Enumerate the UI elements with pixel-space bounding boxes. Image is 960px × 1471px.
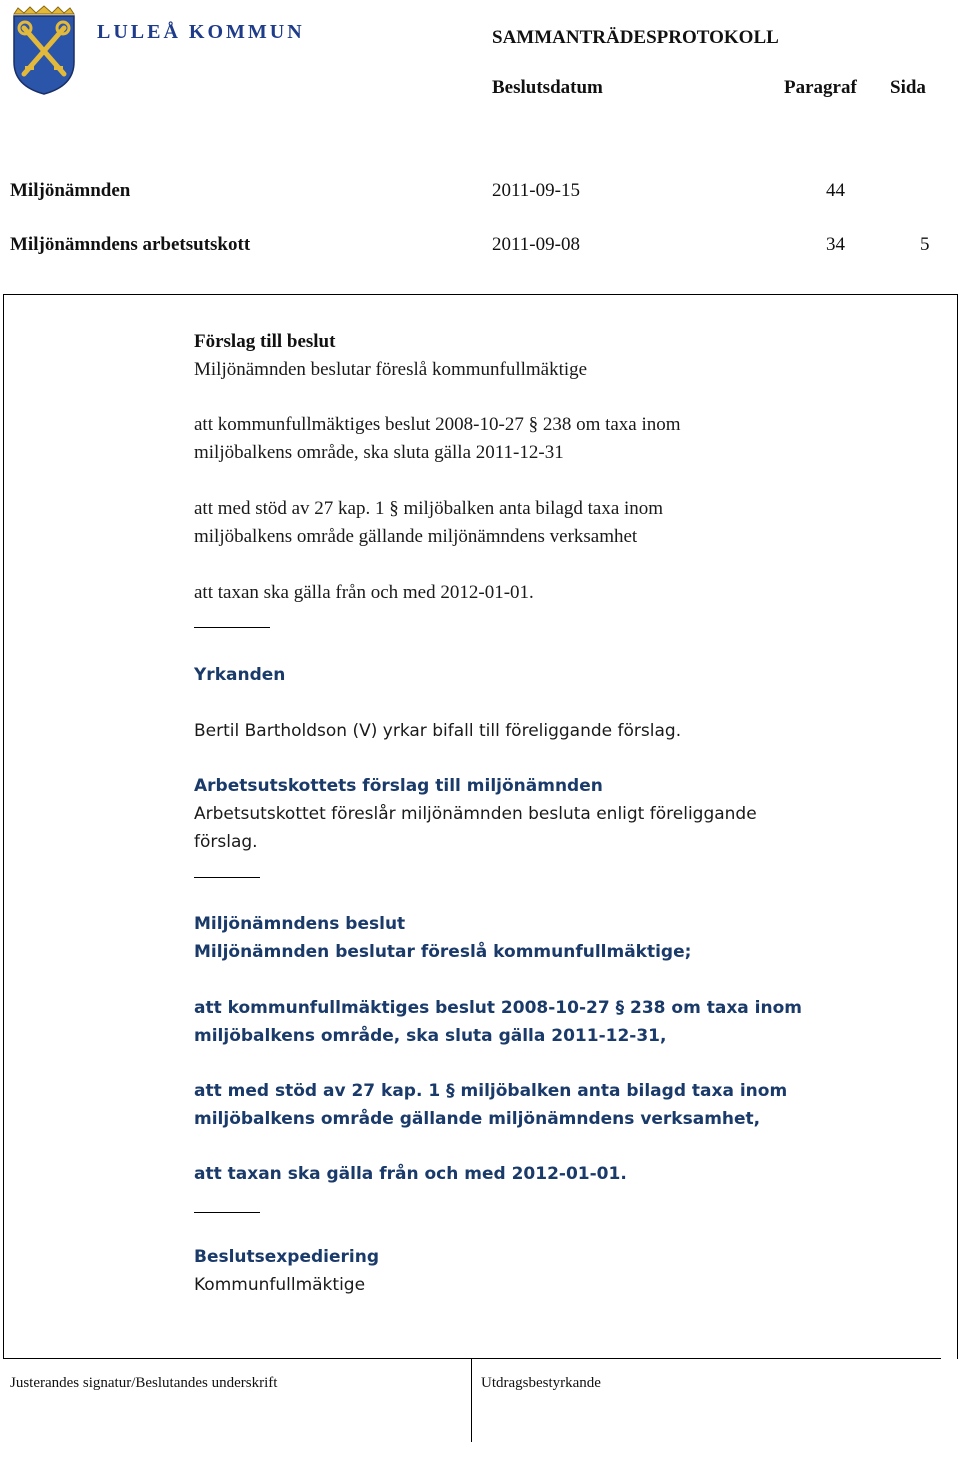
meeting-paragraph: 44 bbox=[826, 180, 845, 201]
meeting-page: 5 bbox=[920, 234, 930, 255]
proposal-att-2 bbox=[194, 495, 663, 551]
signature-label: Justerandes signatur/Beslutandes underskrift bbox=[10, 1375, 278, 1391]
extract-certification-label: Utdragsbestyrkande bbox=[481, 1375, 601, 1391]
proposal-section bbox=[194, 328, 587, 384]
paragraph-text: Miljönämnden beslutar föreslå kommunfullmäktige bbox=[194, 359, 588, 380]
municipality-coat-of-arms bbox=[10, 4, 78, 96]
footer-column-divider bbox=[471, 1358, 472, 1442]
meeting-paragraph: 34 bbox=[826, 234, 845, 255]
section-heading: Arbetsutskottets förslag till miljönämnden bbox=[194, 776, 603, 796]
proposal-att-1 bbox=[194, 411, 681, 467]
meeting-body: Miljönämnden bbox=[10, 180, 131, 201]
paragraph-text: Arbetsutskottet föreslår miljönämnden besluta enligt föreliggande bbox=[194, 804, 757, 824]
paragraph-text: att taxan ska gälla från och med 2012-01-01. bbox=[194, 582, 534, 603]
committee-section bbox=[194, 772, 757, 856]
claims-text bbox=[194, 717, 681, 745]
section-heading: Förslag till beslut bbox=[194, 331, 336, 352]
paragraph-text: att taxan ska gälla från och med 2012-01-01. bbox=[194, 1164, 627, 1184]
section-divider bbox=[194, 627, 270, 628]
paragraph-text: miljöbalkens område gällande miljönämndens verksamhet bbox=[194, 526, 638, 547]
meeting-body: Miljönämndens arbetsutskott bbox=[10, 234, 251, 255]
paragraph-text: att med stöd av 27 kap. 1 § miljöbalken anta bilagd taxa inom bbox=[194, 1081, 788, 1101]
section-heading: Miljönämndens beslut bbox=[194, 914, 406, 934]
document-type: SAMMANTRÄDESPROTOKOLL bbox=[492, 27, 779, 48]
decision-att-3 bbox=[194, 1160, 627, 1188]
column-header-date: Beslutsdatum bbox=[492, 77, 603, 98]
paragraph-text: att kommunfullmäktiges beslut 2008-10-27 § 238 om taxa inom bbox=[194, 414, 681, 435]
paragraph-text: miljöbalkens område gällande miljönämndens verksamhet, bbox=[194, 1109, 761, 1129]
paragraph-text: miljöbalkens område, ska sluta gälla 2011-12-31, bbox=[194, 1026, 667, 1046]
decision-section bbox=[194, 910, 691, 966]
dispatch-section bbox=[194, 1243, 379, 1299]
column-header-paragraph: Paragraf bbox=[784, 77, 857, 98]
decision-att-2 bbox=[194, 1077, 787, 1133]
paragraph-text: att med stöd av 27 kap. 1 § miljöbalken anta bilagd taxa inom bbox=[194, 498, 664, 519]
paragraph-text: Kommunfullmäktige bbox=[194, 1275, 366, 1295]
paragraph-text: förslag. bbox=[194, 832, 258, 852]
paragraph-text: miljöbalkens område, ska sluta gälla 2011-12-31 bbox=[194, 442, 564, 463]
organization-name: LULEÅ KOMMUN bbox=[97, 21, 305, 43]
section-heading: Beslutsexpediering bbox=[194, 1247, 379, 1267]
section-heading: Yrkanden bbox=[194, 665, 286, 685]
paragraph-text: Bertil Bartholdson (V) yrkar bifall till föreliggande förslag. bbox=[194, 721, 682, 741]
proposal-att-3 bbox=[194, 579, 534, 607]
claims-section bbox=[194, 661, 285, 689]
paragraph-text: att kommunfullmäktiges beslut 2008-10-27 § 238 om taxa inom bbox=[194, 998, 802, 1018]
column-header-page: Sida bbox=[890, 77, 926, 98]
section-divider bbox=[194, 1212, 260, 1213]
paragraph-text: Miljönämnden beslutar föreslå kommunfullmäktige; bbox=[194, 942, 692, 962]
meeting-date: 2011-09-15 bbox=[492, 180, 580, 201]
section-divider bbox=[194, 877, 260, 878]
meeting-date: 2011-09-08 bbox=[492, 234, 580, 255]
decision-att-1 bbox=[194, 994, 802, 1050]
footer-rule bbox=[3, 1358, 941, 1359]
